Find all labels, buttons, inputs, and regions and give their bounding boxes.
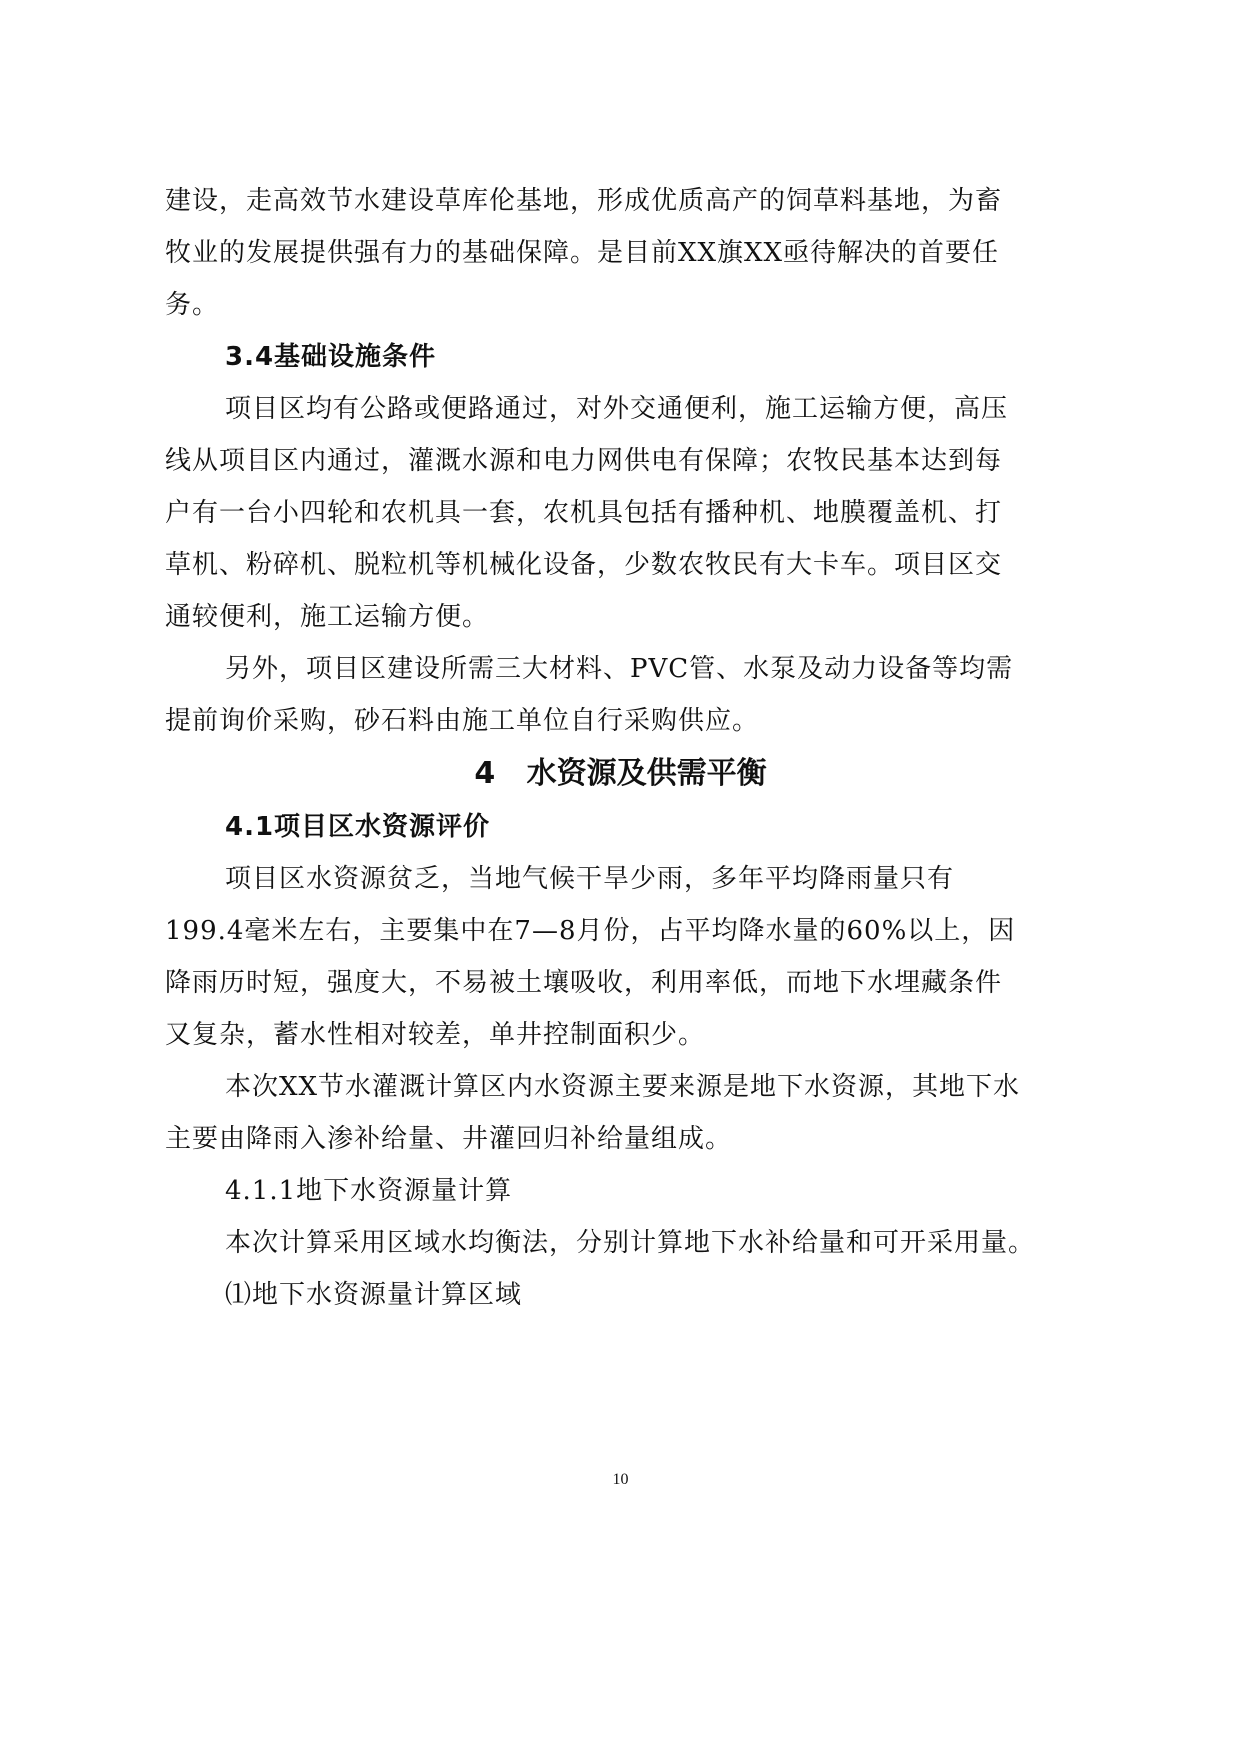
section-4-1-1-heading: 4.1.1地下水资源量计算 — [225, 1176, 513, 1206]
intro-line-2: 牧业的发展提供强有力的基础保障。是目前XX旗XX亟待解决的首要任 — [165, 238, 1000, 268]
section-3-4-para1-line-2: 线从项目区内通过，灌溉水源和电力网供电有保障；农牧民基本达到每 — [165, 446, 1003, 476]
intro-line-3: 务。 — [165, 290, 220, 320]
section-4-1-para2-line-2: 主要由降雨入渗补给量、井灌回归补给量组成。 — [165, 1124, 733, 1154]
section-3-4-para1-line-1: 项目区均有公路或便路通过，对外交通便利，施工运输方便，高压 — [225, 394, 1009, 424]
section-3-4-para1-line-4: 草机、粉碎机、脱粒机等机械化设备，少数农牧民有大卡车。项目区交 — [165, 550, 1003, 580]
section-4-1-para1-line-4: 又复杂，蓄水性相对较差，单井控制面积少。 — [165, 1020, 706, 1050]
section-4-1-heading: 4.1项目区水资源评价 — [225, 812, 491, 842]
chapter-4-heading: 4 水资源及供需平衡 — [474, 756, 767, 791]
section-3-4-para2-line-2: 提前询价采购，砂石料由施工单位自行采购供应。 — [165, 706, 760, 736]
section-4-1-para2-line-1: 本次XX节水灌溉计算区内水资源主要来源是地下水资源，其地下水 — [225, 1072, 1021, 1102]
section-3-4-para2-line-1: 另外，项目区建设所需三大材料、PVC管、水泵及动力设备等均需 — [225, 654, 1014, 684]
section-4-1-para1-line-3: 降雨历时短，强度大，不易被土壤吸收，利用率低，而地下水埋藏条件 — [165, 968, 1003, 998]
section-4-1-1-para1: 本次计算采用区域水均衡法，分别计算地下水补给量和可开采用量。 — [225, 1228, 1036, 1258]
section-4-1-1-item-1: ⑴地下水资源量计算区域 — [225, 1280, 523, 1310]
section-4-1-para1-line-1: 项目区水资源贫乏，当地气候干旱少雨，多年平均降雨量只有 — [225, 864, 955, 894]
section-3-4-para1-line-5: 通较便利，施工运输方便。 — [165, 602, 490, 632]
intro-line-1: 建设，走高效节水建设草库伦基地，形成优质高产的饲草料基地，为畜 — [165, 186, 1003, 216]
section-3-4-para1-line-3: 户有一台小四轮和农机具一套，农机具包括有播种机、地膜覆盖机、打 — [165, 498, 1003, 528]
section-4-1-para1-line-2: 199.4毫米左右，主要集中在7—8月份，占平均降水量的60%以上，因 — [165, 916, 1016, 946]
page-number: 10 — [612, 1471, 629, 1488]
section-3-4-heading: 3.4基础设施条件 — [225, 342, 437, 372]
